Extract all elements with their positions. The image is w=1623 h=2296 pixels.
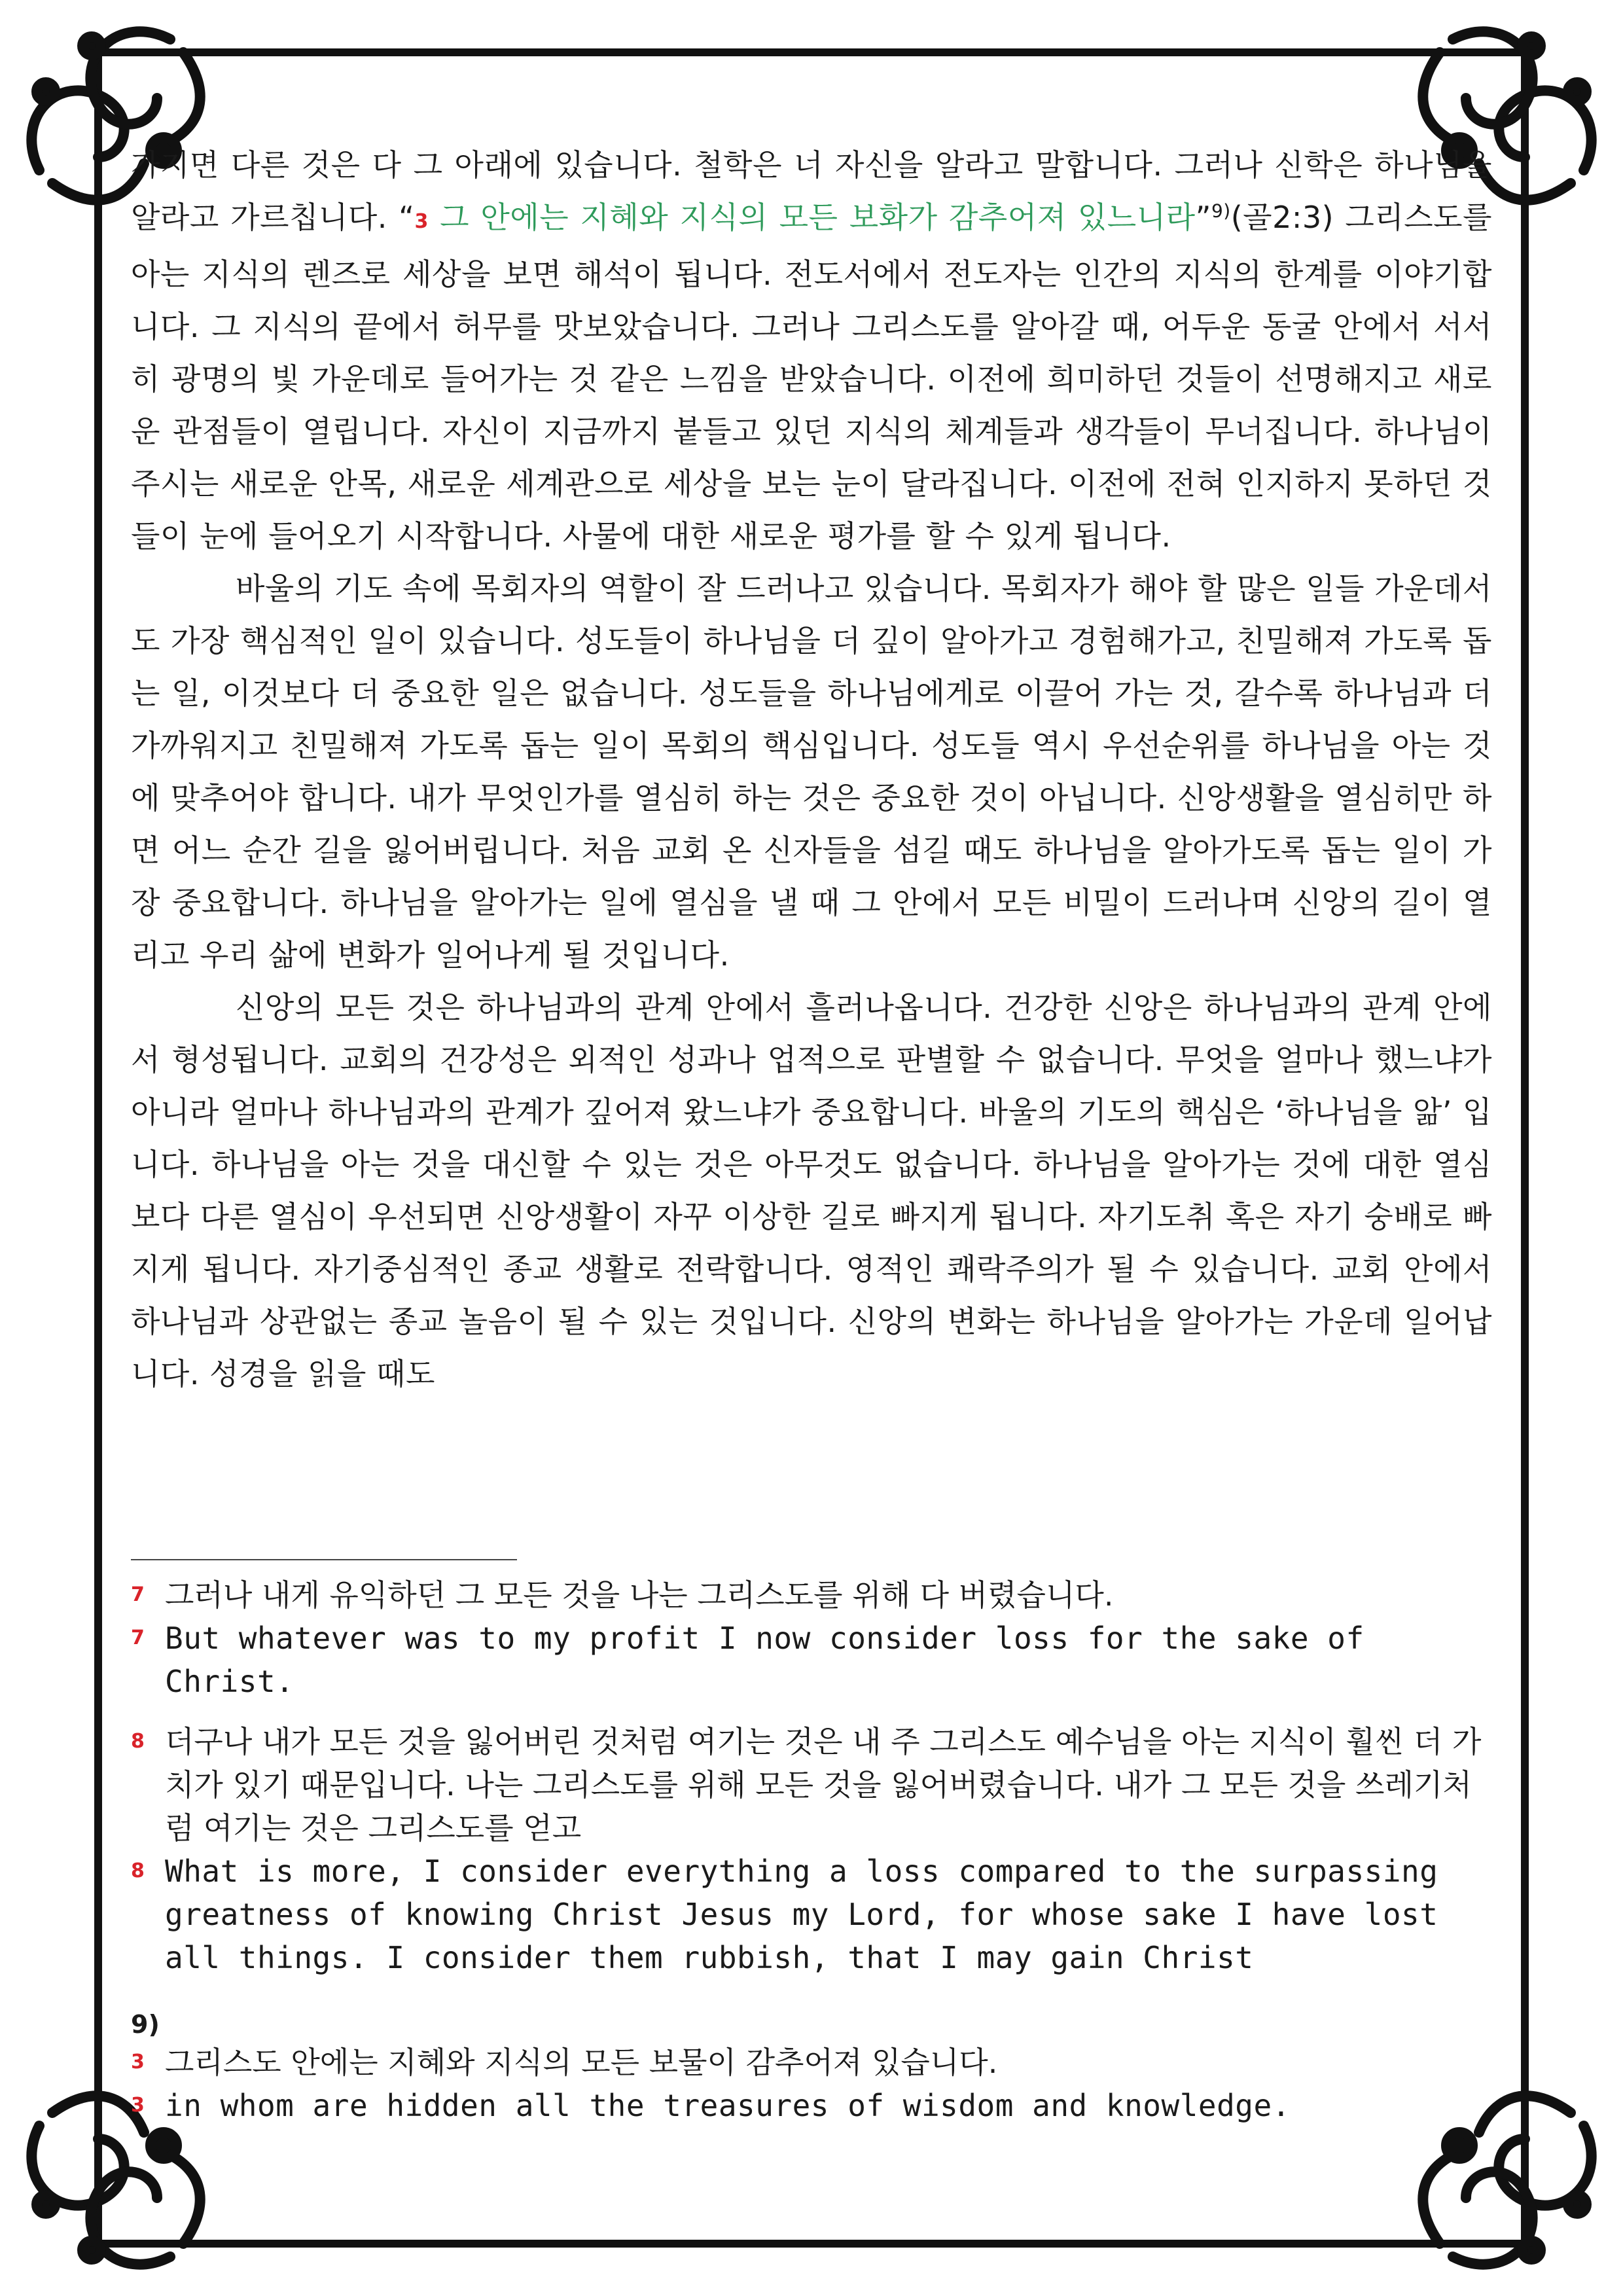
verse-number: 8 — [131, 1730, 145, 1753]
footnote-group-9 — [131, 2041, 1492, 2127]
footnote-text: But whatever was to my profit I now consider loss for the sake of Christ. — [165, 1621, 1364, 1699]
footnote-7-english — [131, 1617, 1492, 1703]
verse-number: 8 — [131, 1859, 145, 1882]
footnote-9-english — [131, 2084, 1492, 2127]
footnote-group-7 — [131, 1573, 1492, 1703]
footnote-divider — [131, 1559, 517, 1560]
paragraph-3: 신앙의 모든 것은 하나님과의 관계 안에서 흘러나옵니다. 건강한 신앙은 하나님과의 관계 안에서 형성됩니다. 교회의 건강성은 외적인 성과나 업적으로 판별할 수 없습니다. 무엇을 얼마나 했느냐가 아니라 얼마나 하나님과의 관계가 깊어져 왔느냐가 중요합니다. 바울의 기도의 핵심은 ‘하나님을 앎’ 입니다. 하나님을 아는 것을 대신할 수 있는 것은 아무것도 없습니다. 하나님을 알아가는 것에 대한 열심보다 다른 열심이 우선되면 신앙생활이 자꾸 이상한 길로 빠지게 됩니다. 자기도취 혹은 자기 숭배로 빠지게 됩니다. 자기중심적인 종교 생활로 전락합니다. 영적인 쾌락주의가 될 수 있습니다. 교회 안에서 하나님과 상관없는 종교 놀음이 될 수 있는 것입니다. 신앙의 변화는 하나님을 알아가는 가운데 일어납니다. 성경을 읽을 때도 — [131, 990, 1492, 1391]
footnote-7-korean — [131, 1573, 1492, 1617]
quote-close-mark: ” — [1195, 200, 1211, 235]
paragraph-1-lead: 가지면 다른 것은 다 그 아래에 있습니다. 철학은 너 자신을 알라고 말합니다. 그러나 신학은 하나님을 알라고 가르칩니다. “ — [131, 147, 1492, 235]
verse-number: 3 — [131, 2094, 145, 2117]
footnote-text: 그리스도 안에는 지혜와 지식의 모든 보물이 감추어져 있습니다. — [165, 2045, 998, 2080]
body-text — [131, 139, 1492, 1400]
footnote-text: What is more, I consider everything a loss compared to the surpassing greatness of knowing Christ Jesus my Lord, for whose sake I have lost all things. I consider them rubbish, that I may gain Christ — [165, 1854, 1438, 1975]
footnote-9-korean — [131, 2041, 1492, 2084]
footnote-8-english — [131, 1850, 1492, 1979]
paragraph-1 — [131, 139, 1492, 562]
footnote-marker-9: 9) — [131, 2010, 160, 2039]
verse-number: 7 — [131, 1583, 145, 1606]
footnote-8-korean — [131, 1720, 1492, 1850]
verse-number: 7 — [131, 1626, 145, 1649]
footnotes-section — [131, 1573, 1492, 2144]
quote-verse-number: 3 — [414, 210, 429, 233]
paragraph-1-rest: (골2:3) 그리스도를 아는 지식의 렌즈로 세상을 보면 해석이 됩니다. 전도서에서 전도자는 인간의 지식의 한계를 이야기합니다. 그 지식의 끝에서 허무를 맛보았습니다. 그러나 그리스도를 알아갈 때, 어두운 동굴 안에서 서서히 광명의 빛 가운데로 들어가는 것 같은 느낌을 받았습니다. 이전에 희미하던 것들이 선명해지고 새로운 관점들이 열립니다. 자신이 지금까지 붙들고 있던 지식의 체계들과 생각들이 무너집니다. 하나님이 주시는 새로운 안목, 새로운 세계관으로 세상을 보는 눈이 달라집니다. 이전에 전혀 인지하지 못하던 것들이 눈에 들어오기 시작합니다. 사물에 대한 새로운 평가를 할 수 있게 됩니다. — [131, 200, 1493, 554]
footnote-text: 그러나 내게 유익하던 그 모든 것을 나는 그리스도를 위해 다 버렸습니다. — [165, 1577, 1114, 1613]
footnote-text: in whom are hidden all the treasures of wisdom and knowledge. — [165, 2088, 1291, 2123]
footnote-group-8 — [131, 1720, 1492, 1979]
footnote-text: 더구나 내가 모든 것을 잃어버린 것처럼 여기는 것은 내 주 그리스도 예수님을 아는 지식이 훨씬 더 가치가 있기 때문입니다. 나는 그리스도를 위해 모든 것을 잃어버렸습니다. 내가 그 모든 것을 쓰레기처럼 여기는 것은 그리스도를 얻고 — [165, 1724, 1482, 1846]
verse-number: 3 — [131, 2051, 145, 2073]
paragraph-2: 바울의 기도 속에 목회자의 역할이 잘 드러나고 있습니다. 목회자가 해야 할 많은 일들 가운데서도 가장 핵심적인 일이 있습니다. 성도들이 하나님을 더 깊이 알아가고 경험해가고, 친밀해져 가도록 돕는 일, 이것보다 더 중요한 일은 없습니다. 성도들을 하나님에게로 이끌어 가는 것, 갈수록 하나님과 더 가까워지고 친밀해져 가도록 돕는 일이 목회의 핵심입니다. 성도들 역시 우선순위를 하나님을 아는 것에 맞추어야 합니다. 내가 무엇인가를 열심히 하는 것은 중요한 것이 아닙니다. 신앙생활을 열심히만 하면 어느 순간 길을 잃어버립니다. 처음 교회 온 신자들을 섬길 때도 하나님을 알아가도록 돕는 일이 가장 중요합니다. 하나님을 알아가는 일에 열심을 낼 때 그 안에서 모든 비밀이 드러나며 신앙의 길이 열리고 우리 삶에 변화가 일어나게 될 것입니다. — [131, 571, 1492, 973]
scripture-quote: 그 안에는 지혜와 지식의 모든 보화가 감추어져 있느니라 — [428, 200, 1196, 235]
footnote-ref-9[interactable]: 9) — [1211, 200, 1231, 222]
